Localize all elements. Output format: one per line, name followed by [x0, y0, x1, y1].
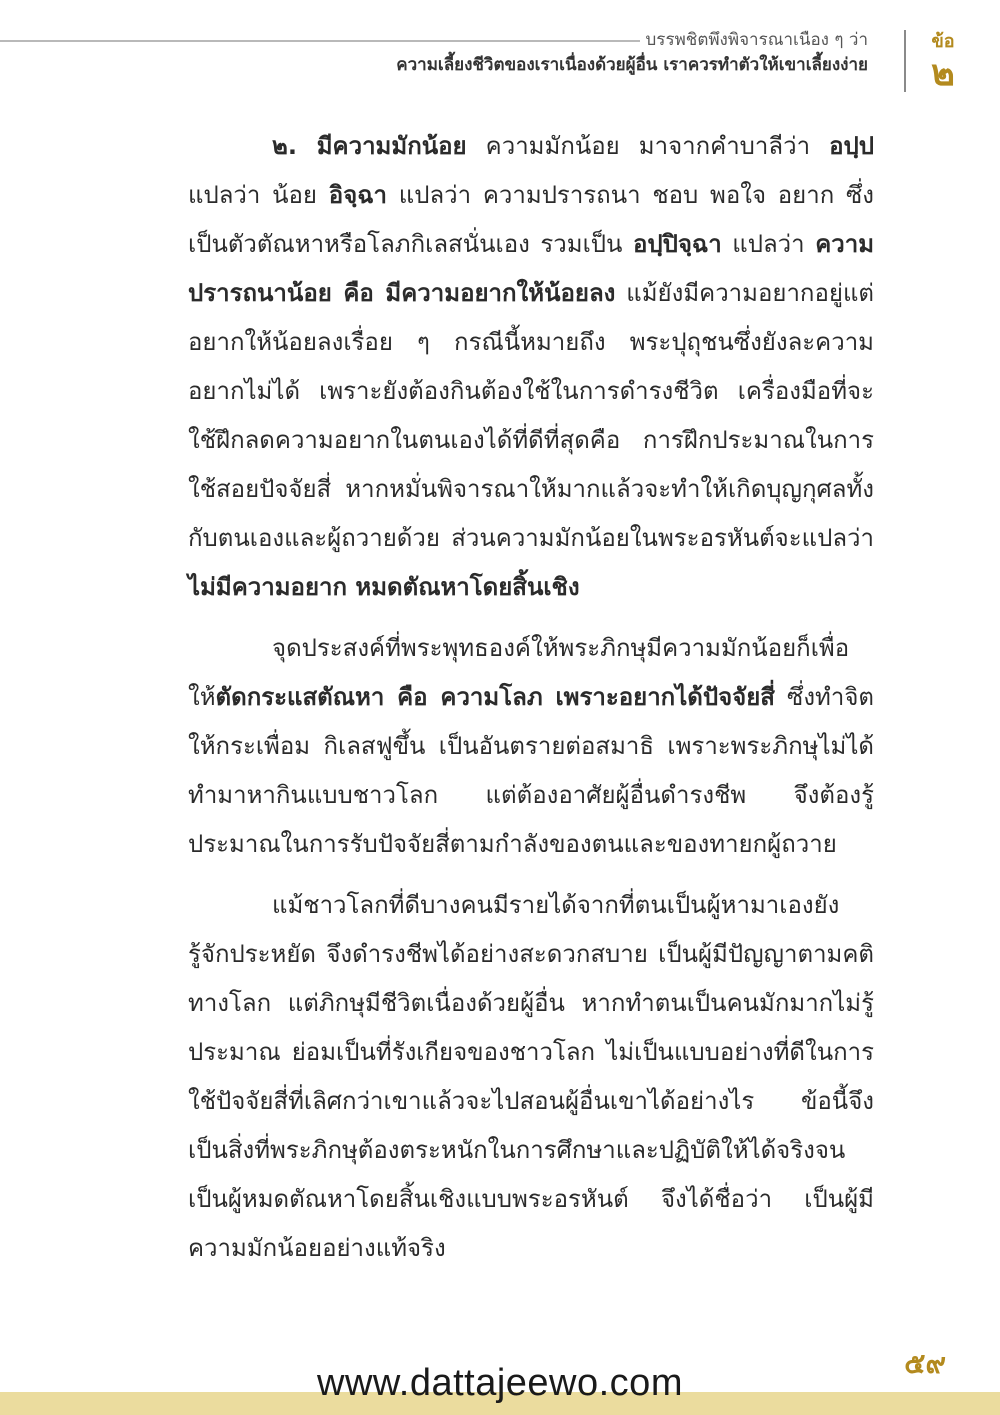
- text-segment: ความมักน้อย มาจากคำบาลีว่า: [466, 132, 830, 160]
- chapter-label: ข้อ: [931, 31, 955, 52]
- chapter-marker: [918, 30, 968, 94]
- paragraph-3: [188, 881, 874, 1273]
- website-url: www.dattajeewo.com: [317, 1362, 683, 1404]
- header-line-2: ความเลี้ยงชีวิตของเราเนื่องด้วยผู้อื่น เราควรทำตัวให้เขาเลี้ยงง่าย: [396, 55, 868, 75]
- body-text: [188, 122, 874, 1273]
- bold-text-segment: อปฺปิจฺฉา: [632, 230, 722, 258]
- header-line-1: บรรพชิตพึงพิจารณาเนือง ๆ ว่า: [645, 30, 868, 50]
- text-segment: ซึ่งทำจิตให้กระเพื่อม กิเลสฟูขึ้น เป็นอันตรายต่อสมาธิ เพราะพระภิกษุไม่ได้ทำมาหากินแบบชาวโลก แต่ต้องอาศัยผู้อื่นดำรงชีพ จึงต้องรู้ประมาณในการรับปัจจัยสี่ตามกำลังของตนและของทายกผู้ถวาย: [188, 683, 874, 858]
- bold-text-segment: อิจฺฉา: [328, 181, 388, 209]
- running-header: [396, 28, 868, 78]
- bold-text-segment: ไม่มีความอยาก หมดตัณหาโดยสิ้นเชิง: [188, 573, 580, 601]
- header-divider: [904, 30, 906, 92]
- paragraph-2: [188, 624, 874, 869]
- bold-text-segment: ความปรารถนาน้อย คือ มีความอยากให้น้อยลง: [188, 230, 875, 307]
- text-segment: แปลว่า น้อย: [188, 181, 329, 209]
- bold-text-segment: อปฺป: [829, 132, 874, 160]
- text-segment: แปลว่า ความปรารถนา ชอบ พอใจ อยาก ซึ่งเป็นตัวตัณหาหรือโลภกิเลสนั่นเอง รวมเป็น: [188, 181, 874, 258]
- paragraph-1: [188, 122, 874, 612]
- text-segment: แปลว่า: [721, 230, 816, 258]
- text-segment: จุดประสงค์ที่พระพุทธองค์ให้พระภิกษุมีความมักน้อยก็เพื่อให้: [188, 634, 850, 711]
- bold-text-segment: ตัดกระแสตัณหา คือ ความโลภ เพราะอยากได้ปัจจัยสี่: [215, 683, 775, 711]
- page-number: ๕๙: [904, 1347, 946, 1380]
- chapter-number: ๒: [931, 53, 955, 94]
- bold-text-segment: ๒. มีความมักน้อย: [272, 132, 467, 160]
- text-segment: แม้ยังมีความอยากอยู่แต่อยากให้น้อยลงเรื่อย ๆ กรณีนี้หมายถึง พระปุถุชนซึ่งยังละความอยากไม่ได้ เพราะยังต้องกินต้องใช้ในการดำรงชีวิต เครื่องมือที่จะใช้ฝึกลดความอยากในตนเองได้ที่ดีที่สุดคือ การฝึกประมาณในการใช้สอยปัจจัยสี่ หากหมั่นพิจารณาให้มากแล้วจะทำให้เกิดบุญกุศลทั้งกับตนเองและผู้ถวายด้วย ส่วนความมักน้อยในพระอรหันต์จะแปลว่า: [188, 279, 874, 552]
- text-segment: แม้ชาวโลกที่ดีบางคนมีรายได้จากที่ตนเป็นผู้หามาเองยังรู้จักประหยัด จึงดำรงชีพได้อย่างสะดวกสบาย เป็นผู้มีปัญญาตามคติทางโลก แต่ภิกษุมีชีวิตเนื่องด้วยผู้อื่น หากทำตนเป็นคนมักมากไม่รู้ประมาณ ย่อมเป็นที่รังเกียจของชาวโลก ไม่เป็นแบบอย่างที่ดีในการใช้ปัจจัยสี่ที่เลิศกว่าเขาแล้วจะไปสอนผู้อื่นเขาได้อย่างไร ข้อนี้จึงเป็นสิ่งที่พระภิกษุต้องตระหนักในการศึกษาและปฏิบัติให้ได้จริงจนเป็นผู้หมดตัณหาโดยสิ้นเชิงแบบพระอรหันต์ จึงได้ชื่อว่า เป็นผู้มีความมักน้อยอย่างแท้จริง: [188, 891, 874, 1262]
